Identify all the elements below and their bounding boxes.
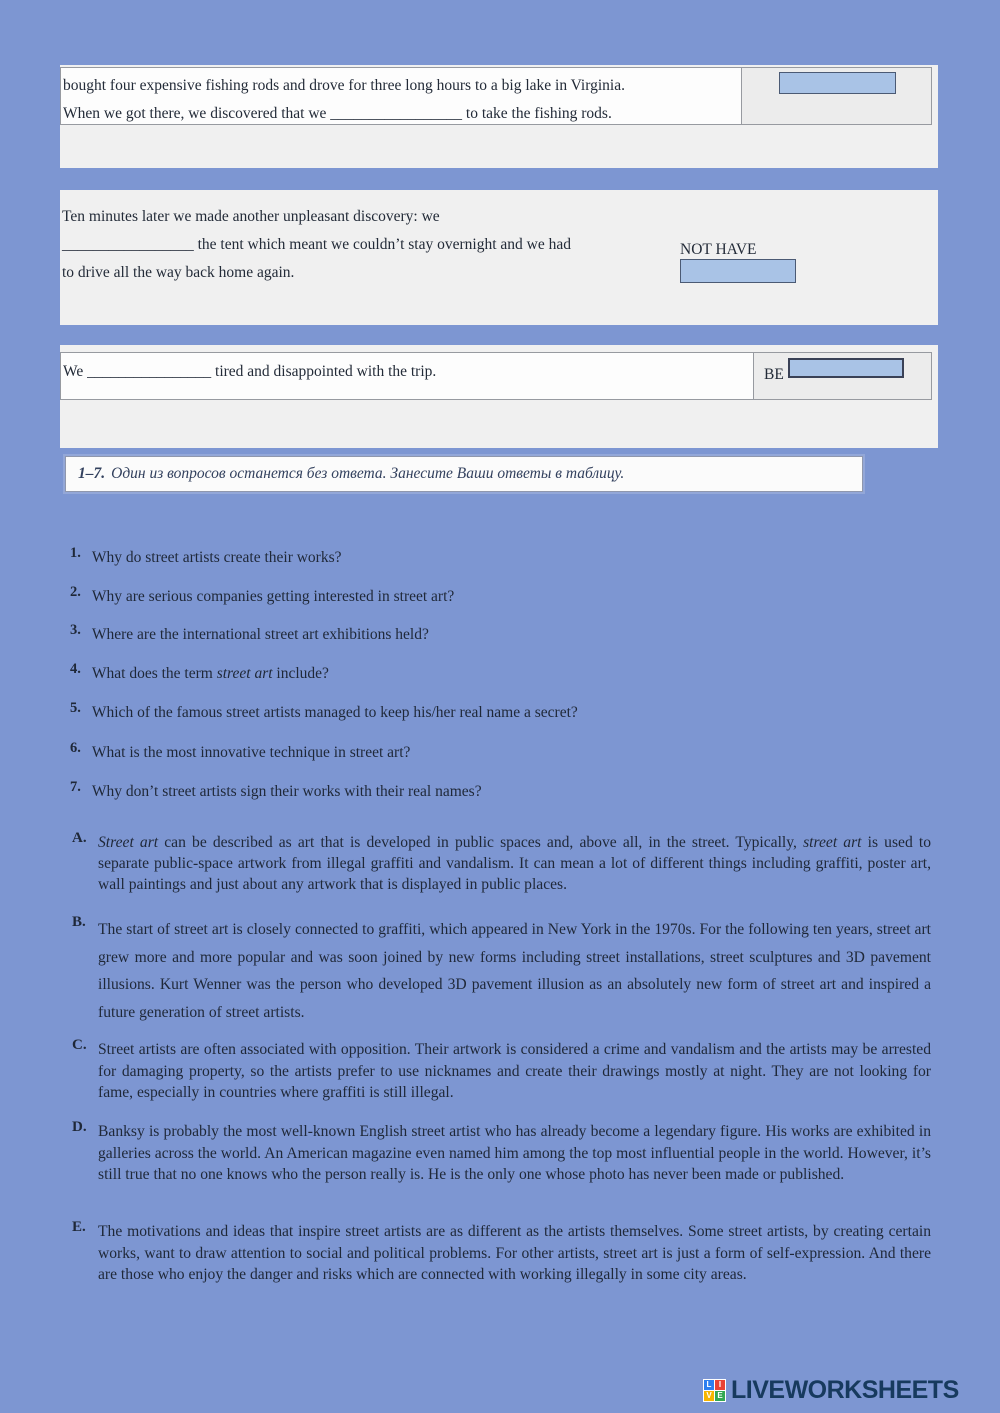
exercise-box-1: [60, 65, 938, 168]
question-number: 6.: [70, 740, 81, 756]
exercise1-line1: bought four expensive fishing rods and drove for three long hours to a big lake in Virginia.: [63, 77, 625, 94]
question-number: 2.: [70, 584, 81, 600]
question-item-1: [70, 545, 342, 567]
question-item-6: [70, 740, 411, 762]
question-number: 5.: [70, 700, 81, 716]
exercise3-row: [60, 352, 932, 400]
exercise3-text: We ________________ tired and disappointed with the trip.: [63, 363, 437, 380]
question-number: 3.: [70, 622, 81, 638]
exercise3-answer-cell: [753, 353, 931, 399]
question-number: 4.: [70, 661, 81, 677]
paragraph-c-label: C.: [72, 1037, 87, 1053]
question-item-7: [70, 779, 482, 801]
question-text: Where are the international street art exhibitions held?: [91, 626, 429, 643]
liveworksheets-logo[interactable]: [703, 1376, 959, 1405]
instruction-range: 1–7.: [78, 465, 106, 482]
exercise1-row: [60, 67, 932, 125]
question-text: Why don’t street artists sign their works with their real names?: [91, 783, 482, 800]
question-4-pre: What does the term: [91, 665, 217, 682]
paragraph-a-label: A.: [72, 830, 87, 846]
paragraph-a-part2: is used to separate public-space artwork from illegal graffiti and vandalism. It can mean a lot of different things including graffiti, poster art, wall paintings and just about any artwork that is displayed in public places.: [98, 834, 932, 893]
paragraph-d-text: Banksy is probably the most well-known English street artist who has already become a legendary figure. His works are exhibited in galleries across the world. An American magazine even named him among the top most influential people in the world. However, it’s still true that no one knows who the person really is. He is the only one whose photo has never been made or published.: [98, 1123, 931, 1183]
question-4-italic-term: street art: [216, 665, 273, 682]
exercise-box-3: [60, 345, 938, 448]
question-item-5: [70, 700, 578, 722]
paragraph-d-label: D.: [72, 1119, 87, 1135]
exercise1-text: [61, 68, 741, 124]
exercise1-answer-cell: [741, 68, 931, 124]
paragraph-e-text: The motivations and ideas that inspire street artists are as different as the artists themselves. Some street artists, by creating certain works, want to draw attention to social and political problems. For other artists, street art is just a form of self-expression. And there are those who enjoy the danger and risks which are connected with working illegally in some city areas.: [98, 1223, 931, 1283]
exercise3-hint-label: BE: [764, 366, 784, 383]
answer-input-3[interactable]: [788, 358, 904, 378]
paragraph-a-italic1: Street art: [98, 834, 159, 851]
answer-input-2[interactable]: [680, 259, 796, 283]
paragraph-e-label: E.: [72, 1219, 86, 1235]
question-number: 1.: [70, 545, 81, 561]
question-4-post: include?: [272, 665, 329, 682]
instruction-box: [65, 456, 863, 492]
question-text: What is the most innovative technique in street art?: [91, 744, 411, 761]
exercise-box-2: [60, 190, 938, 325]
liveworksheets-grid-icon: [703, 1379, 726, 1402]
exercise2-hint-label: NOT HAVE: [680, 241, 757, 258]
logo-square-i: I: [715, 1380, 725, 1390]
paragraph-b-label: B.: [72, 914, 86, 930]
exercise2-line1: Ten minutes later we made another unpleasant discovery: we: [62, 208, 440, 225]
logo-square-l: L: [704, 1380, 714, 1390]
exercise2-line3: to drive all the way back home again.: [62, 264, 295, 281]
paragraph-c-text: Street artists are often associated with opposition. Their artwork is considered a crime and vandalism and the artists may be arrested for damaging property, so the artists prefer to use nicknames and create their drawings mostly at night. They are not looking for fame, especially in countries where graffiti is still illegal.: [98, 1041, 931, 1101]
paragraph-a-part1: can be described as art that is developed in public spaces and, above all, in the street. Typically,: [158, 834, 804, 851]
question-item-2: [70, 584, 455, 606]
question-text: [92, 665, 329, 682]
question-text: Why are serious companies getting interested in street art?: [91, 588, 455, 605]
instruction-text: Один из вопросов останется без ответа. Занесите Ваши ответы в таблицу.: [111, 465, 625, 482]
paragraph-a-italic2: street art: [803, 834, 862, 851]
exercise1-line2: When we got there, we discovered that we _________________ to take the fishing rods.: [63, 105, 612, 122]
question-text: Which of the famous street artists managed to keep his/her real name a secret?: [91, 704, 578, 721]
paragraph-b-text: The start of street art is closely connected to graffiti, which appeared in New York in the 1970s. For the following ten years, street art grew more and more popular and was soon joined by new forms including street installations, street sculptures and 3D pavement illusions. Kurt Wenner was the person who developed 3D pavement illusion as an absolutely new form of street art and inspired a future generation of street artists.: [98, 921, 931, 1021]
question-item-3: [70, 622, 429, 644]
answer-input-1[interactable]: [779, 72, 896, 94]
exercise2-line2: _________________ the tent which meant we couldn’t stay overnight and we had: [62, 236, 571, 253]
paragraph-a-text: [98, 832, 931, 895]
question-text: Why do street artists create their works?: [91, 549, 342, 566]
logo-square-e: E: [715, 1391, 725, 1401]
question-item-4: [70, 661, 329, 683]
logo-text: LIVEWORKSHEETS: [731, 1376, 959, 1404]
question-number: 7.: [70, 779, 81, 795]
logo-square-v: V: [704, 1391, 714, 1401]
